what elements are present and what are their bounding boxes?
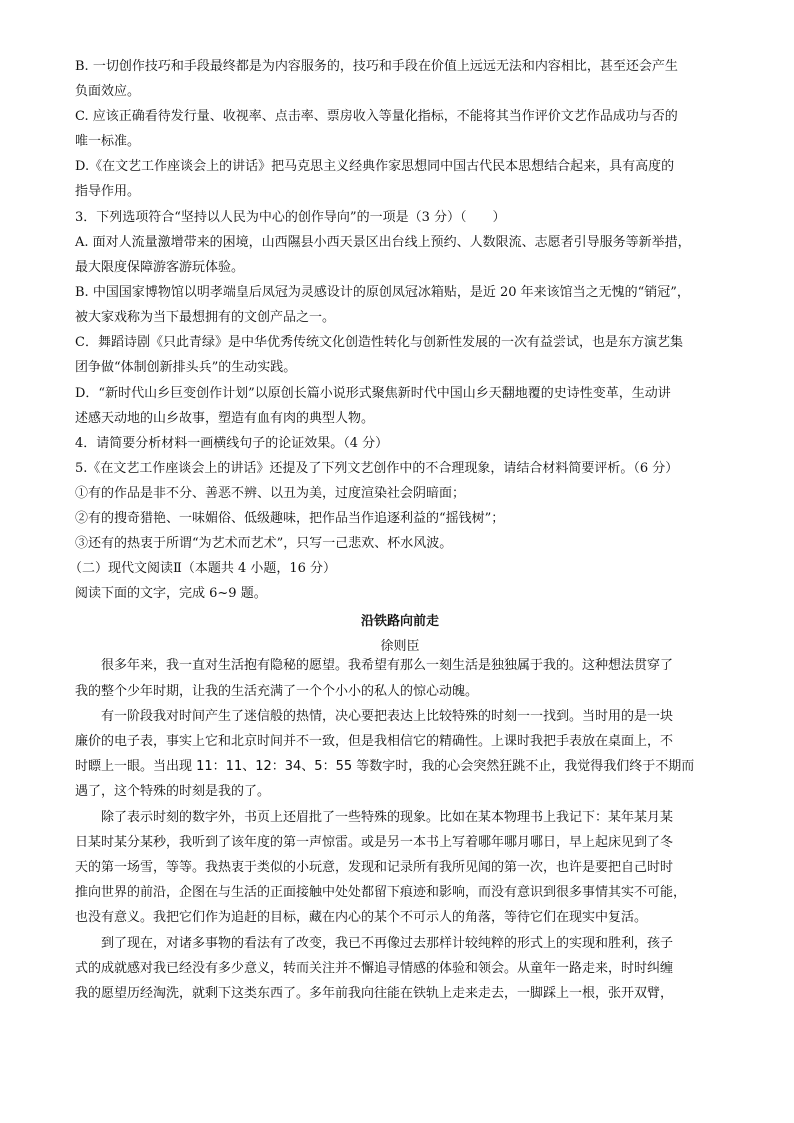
text-line: B. 中国国家博物馆以明孝端皇后凤冠为灵感设计的原创凤冠冰箱贴，是近 20 年来该馆当之无愧的“销冠”，	[75, 285, 690, 300]
article-line: 很多年来，我一直对生活抱有隐秘的愿望。我希望有那么一刻生活是独独属于我的。这种想法贯穿了	[101, 658, 674, 673]
article-line: 时瞟上一眼。当出现 11：11、12：34、5：55 等数字时，我的心会突然狂跳不止，我觉得我们终于不期而	[75, 759, 695, 774]
text-line: ③还有的热衷于所谓“为艺术而艺术”，只写一己悲欢、杯水风波。	[75, 536, 453, 551]
article-line: 到了现在，对诸多事物的看法有了改变，我已不再像过去那样计较纯粹的形式上的实现和胜利，孩子	[101, 936, 674, 951]
text-line: 被大家戏称为当下最想拥有的文创产品之一。	[75, 310, 336, 325]
text-line: D．“新时代山乡巨变创作计划”以原创长篇小说形式聚焦新时代中国山乡天翻地覆的史诗性变革，生动讲	[75, 386, 671, 401]
text-line: A. 面对人流量激增带来的困境，山西隰县小西天景区出台线上预约、人数限流、志愿者引导服务等新举措，	[75, 235, 691, 250]
text-line: 5.《在文艺工作座谈会上的讲话》还提及了下列文艺创作中的不合理现象，请结合材料简要评析。（6 分）	[75, 461, 679, 476]
article-line: 式的成就感对我已经没有多少意义，转而关注并不懈追寻情感的体验和领会。从童年一路走来，时时纠缠	[75, 961, 674, 976]
text-line: （二）现代文阅读Ⅱ（本题共 4 小题，16 分）	[69, 561, 337, 576]
article-line: 廉价的电子表，事实上它和北京时间并不一致，但是我相信它的精确性。上课时我把手表放在桌面上，不	[75, 734, 674, 749]
text-line: 唯一标准。	[75, 134, 141, 149]
text-line: 负面效应。	[75, 84, 141, 99]
article-line: 日某时某分某秒，我听到了该年度的第一声惊雷。或是另一本书上写着哪年哪月哪日，早上起床见到了冬	[75, 835, 674, 850]
article-line: 遇了，这个特殊的时刻是我的了。	[75, 784, 271, 799]
article-line: 天的第一场雪，等等。我热衷于类似的小玩意，发现和记录所有我所见闻的第一次，也许是要把自己时时	[75, 860, 674, 875]
article-line: 推向世界的前沿，企图在与生活的正面接触中处处都留下痕迹和影响，而没有意识到很多事情其实不可能，	[75, 885, 687, 900]
text-line: B. 一切创作技巧和手段最终都是为内容服务的，技巧和手段在价值上远远无法和内容相比，甚至还会产生	[75, 59, 678, 74]
article-line: 也没有意义。我把它们作为追赶的目标，藏在内心的某个不可示人的角落，等待它们在现实中复活。	[75, 910, 648, 925]
article-author: 徐则臣	[380, 639, 420, 654]
text-line: ②有的搜奇猎艳、一味媚俗、低级趣味，把作品当作追逐利益的“摇钱树”；	[75, 511, 505, 526]
text-line: C．舞蹈诗剧《只此青绿》是中华优秀传统文化创造性转化与创新性发展的一次有益尝试，也是东方演艺集	[75, 335, 683, 350]
text-line: ①有的作品是非不分、善恶不辨、以丑为美，过度渲染社会阴暗面；	[75, 486, 466, 501]
article-line: 除了表示时刻的数字外，书页上还眉批了一些特殊的现象。比如在某本物理书上我记下：某年某月某	[101, 810, 674, 825]
text-line: 述感天动地的山乡故事，塑造有血有肉的典型人物。	[75, 411, 375, 426]
text-line: 最大限度保障游客游玩体验。	[75, 260, 245, 275]
article-line: 有一阶段我对时间产生了迷信般的热情，决心要把表达上比较特殊的时刻一一找到。当时用的是一块	[101, 709, 674, 724]
article-line: 我的愿望历经淘洗，就剩下这类东西了。多年前我向往能在铁轨上走来走去，一脚踩上一根，张开双臂，	[75, 986, 674, 1001]
text-line: 团争做“体制创新排头兵”的生动实践。	[75, 360, 297, 375]
text-line: C. 应该正确看待发行量、收视率、点击率、票房收入等量化指标，不能将其当作评价文艺作品成功与否的	[75, 109, 678, 124]
article-line: 我的整个少年时期，让我的生活充满了一个个小小的私人的惊心动魄。	[75, 684, 479, 699]
article-title: 沿铁路向前走	[360, 614, 439, 629]
text-line: 4．请简要分析材料一画横线句子的论证效果。（4 分）	[75, 436, 389, 451]
text-line: 指导作用。	[75, 184, 141, 199]
text-line: 阅读下面的文字，完成 6~9 题。	[75, 586, 267, 601]
text-line: 3．下列选项符合“坚持以人民为中心的创作导向”的一项是（3 分）（ ）	[75, 210, 506, 225]
text-line: D.《在文艺工作座谈会上的讲话》把马克思主义经典作家思想同中国古代民本思想结合起来，具有高度的	[75, 159, 675, 174]
